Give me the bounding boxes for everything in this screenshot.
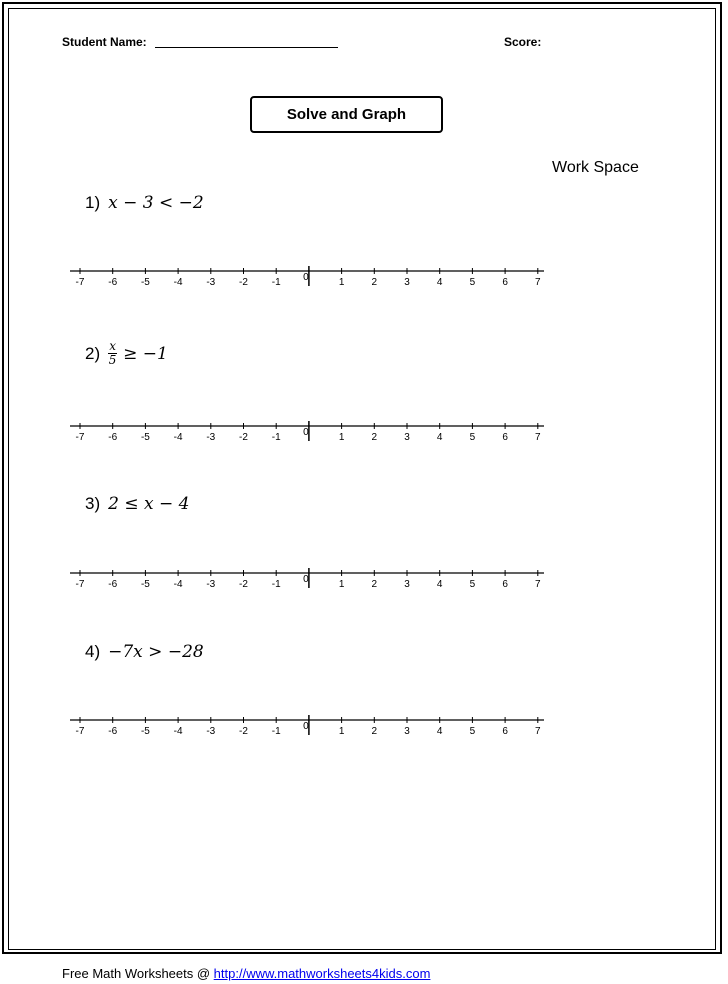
problem-number: 2)	[85, 343, 101, 363]
number-line-tick-label: 6	[502, 726, 508, 737]
number-line-tick-label: -7	[75, 579, 85, 590]
number-line-tick-label: -3	[206, 277, 216, 288]
number-line-tick-label: 0	[303, 721, 309, 732]
problem-expression: ≥ −1	[123, 343, 168, 364]
number-line-2	[70, 421, 544, 447]
problem-number: 3)	[85, 494, 101, 513]
number-line-tick-label: 5	[469, 277, 476, 288]
number-line-tick-label: 4	[436, 432, 443, 443]
number-line-tick-label: 7	[535, 579, 541, 590]
page-border-inner	[8, 8, 716, 950]
problem-4	[85, 642, 204, 662]
worksheet-title	[250, 96, 443, 133]
footer	[62, 966, 430, 981]
number-line-tick-label: 7	[535, 726, 541, 737]
footer-link[interactable]: http://www.mathworksheets4kids.com	[213, 966, 431, 981]
number-line-tick-label: -4	[173, 726, 183, 737]
number-line-tick-label: -1	[271, 726, 281, 737]
number-line-4	[70, 715, 544, 741]
footer-prefix: Free Math Worksheets @	[62, 966, 214, 981]
number-line-tick-label: 4	[436, 579, 443, 590]
number-line-tick-label: -1	[271, 579, 281, 590]
number-line-tick-label: 1	[338, 277, 345, 288]
number-line-tick-label: -2	[239, 277, 248, 288]
number-line-tick-label: -1	[271, 277, 281, 288]
number-line-tick-label: 6	[502, 579, 508, 590]
number-line-tick-label: -5	[140, 726, 150, 737]
number-line-tick-label: -2	[239, 579, 248, 590]
number-line-tick-label: 2	[371, 726, 378, 737]
problem-number: 1)	[85, 193, 101, 212]
number-line-tick-label: 0	[303, 427, 309, 438]
number-line-tick-label: -3	[206, 726, 216, 737]
problem-3	[85, 494, 189, 514]
number-line-tick-label: 6	[502, 277, 508, 288]
problem-1	[85, 193, 204, 213]
fraction-numerator: x	[109, 339, 117, 353]
number-line-tick-label: 0	[303, 272, 309, 283]
work-space-label: Work Space	[552, 159, 639, 176]
number-line-tick-label: -4	[173, 432, 183, 443]
number-line-tick-label: 3	[404, 579, 410, 590]
problem-2	[85, 340, 168, 367]
number-line-tick-label: 3	[404, 432, 410, 443]
number-line-tick-label: -7	[75, 726, 85, 737]
fraction-denominator: 5	[108, 353, 117, 367]
number-line-tick-label: 5	[469, 432, 476, 443]
number-line-tick-label: -1	[271, 432, 281, 443]
number-line-tick-label: 2	[371, 579, 378, 590]
number-line-tick-label: -7	[75, 432, 85, 443]
number-line-tick-label: -4	[173, 277, 183, 288]
number-line-tick-label: -5	[140, 277, 150, 288]
number-line-tick-label: -2	[239, 432, 248, 443]
problem-expression: x − 3 < −2	[108, 193, 204, 213]
number-line-tick-label: 6	[502, 432, 508, 443]
number-line-tick-label: 0	[303, 574, 309, 585]
problem-expression: −7x > −28	[108, 642, 204, 662]
number-line-tick-label: 5	[469, 579, 476, 590]
worksheet-title-text: Solve and Graph	[286, 106, 407, 123]
number-line-tick-label: 2	[371, 432, 378, 443]
number-line-tick-label: 4	[436, 277, 443, 288]
number-line-tick-label: -6	[108, 277, 118, 288]
number-line-tick-label: 7	[535, 432, 541, 443]
number-line-tick-label: 2	[371, 277, 378, 288]
number-line-1	[70, 266, 544, 292]
number-line-tick-label: -6	[108, 432, 118, 443]
number-line-tick-label: -5	[140, 579, 150, 590]
number-line-tick-label: 4	[436, 726, 443, 737]
number-line-tick-label: 3	[404, 277, 410, 288]
student-name-label: Student Name:	[62, 35, 147, 49]
number-line-tick-label: 7	[535, 277, 541, 288]
number-line-tick-label: 3	[404, 726, 410, 737]
number-line-3	[70, 568, 544, 594]
number-line-tick-label: -6	[108, 726, 118, 737]
problem-number: 4)	[85, 642, 101, 661]
number-line-tick-label: -5	[140, 432, 150, 443]
fraction	[108, 340, 117, 367]
number-line-tick-label: -3	[206, 432, 216, 443]
number-line-tick-label: -7	[75, 277, 85, 288]
number-line-tick-label: 5	[469, 726, 476, 737]
problem-expression: 2 ≤ x − 4	[108, 494, 190, 514]
number-line-tick-label: -3	[206, 579, 216, 590]
number-line-tick-label: 1	[338, 726, 345, 737]
number-line-tick-label: 1	[338, 432, 345, 443]
number-line-tick-label: 1	[338, 579, 345, 590]
number-line-tick-label: -4	[173, 579, 183, 590]
number-line-tick-label: -2	[239, 726, 248, 737]
number-line-tick-label: -6	[108, 579, 118, 590]
score-label: Score:	[504, 35, 542, 49]
student-name-line	[155, 47, 338, 48]
